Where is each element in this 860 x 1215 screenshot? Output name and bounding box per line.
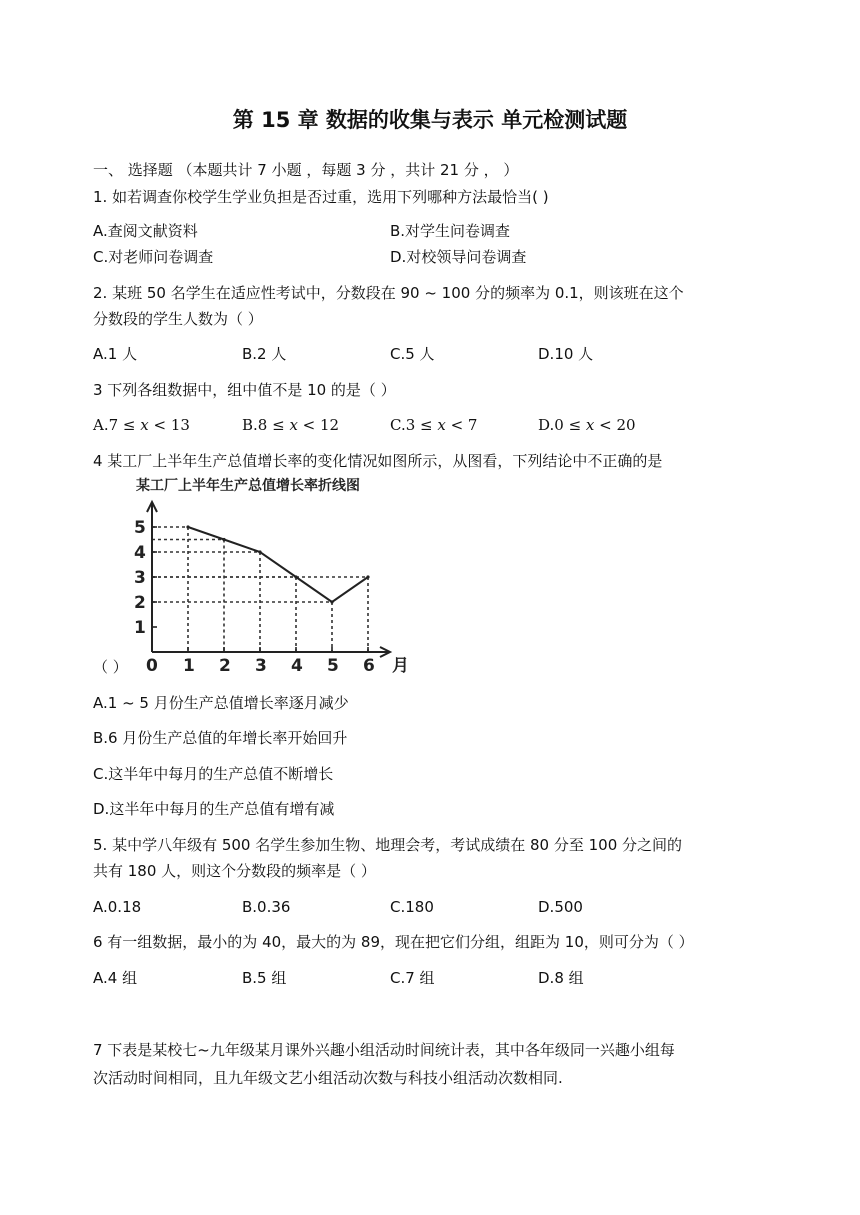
question-7-stem-line-1: 7 下表是某校七~九年级某月课外兴趣小组活动时间统计表，其中各年级同一兴趣小组每 xyxy=(93,1041,675,1059)
q4-option-c: C.这半年中每月的生产总值不断增长 xyxy=(93,765,334,783)
q4-option-b: B.6 月份生产总值的年增长率开始回升 xyxy=(93,729,348,747)
q2-option-b: B.2 人 xyxy=(242,345,287,363)
question-2-stem-line-1: 2. 某班 50 名学生在适应性考试中，分数段在 90 ~ 100 分的频率为 0.1，则该班在这个 xyxy=(93,284,684,302)
q6-option-d: D.8 组 xyxy=(538,969,584,987)
data-point xyxy=(294,575,297,578)
y-tick-label: 5 xyxy=(134,518,146,538)
q1-option-c: C.对老师问卷调查 xyxy=(93,248,214,266)
question-7-stem-line-2: 次活动时间相同，且九年级文艺小组活动次数与科技小组活动次数相同. xyxy=(93,1069,563,1087)
q3-option-a: A.7 ≤ 𝑥 < 13 xyxy=(93,416,190,434)
y-tick-label: 1 xyxy=(134,618,146,638)
section-heading: 一、 选择题 （本题共计 7 小题 ，每题 3 分 ，共计 21 分 ， ） xyxy=(93,161,519,179)
q6-option-b: B.5 组 xyxy=(242,969,287,987)
x-axis-label: 月 xyxy=(392,656,409,676)
x-tick-label: 3 xyxy=(255,656,267,676)
data-point xyxy=(258,550,261,553)
q4-option-d: D.这半年中每月的生产总值有增有减 xyxy=(93,800,335,818)
chart-title: 某工厂上半年生产总值增长率折线图 xyxy=(136,478,360,494)
question-3-stem: 3 下列各组数据中，组中值不是 10 的是（ ） xyxy=(93,381,396,399)
question-4-paren: （ ） xyxy=(93,658,128,676)
q3-option-b: B.8 ≤ 𝑥 < 12 xyxy=(242,416,340,434)
data-point xyxy=(330,600,333,603)
q5-option-d: D.500 xyxy=(538,898,583,916)
x-tick-label: 0 xyxy=(146,656,158,676)
chart-axes xyxy=(147,502,390,657)
question-6-stem: 6 有一组数据，最小的为 40，最大的为 89，现在把它们分组，组距为 10，则可分为（ ） xyxy=(93,933,694,951)
grid-lines xyxy=(152,527,368,652)
q3-option-c: C.3 ≤ 𝑥 < 7 xyxy=(390,416,478,434)
data-point xyxy=(186,525,189,528)
chart-series xyxy=(186,525,369,603)
q5-option-a: A.0.18 xyxy=(93,898,142,916)
series-line xyxy=(188,527,368,602)
line-chart xyxy=(130,472,420,677)
x-tick-label: 6 xyxy=(363,656,375,676)
question-4-stem: 4 某工厂上半年生产总值增长率的变化情况如图所示，从图看，下列结论中不正确的是 xyxy=(93,452,663,470)
q2-option-d: D.10 人 xyxy=(538,345,594,363)
q4-option-a: A.1 ~ 5 月份生产总值增长率逐月减少 xyxy=(93,694,349,712)
q1-option-b: B.对学生问卷调查 xyxy=(390,222,511,240)
x-tick-label: 4 xyxy=(291,656,303,676)
page-title: 第 15 章 数据的收集与表示 单元检测试题 xyxy=(232,108,628,132)
x-tick-label: 5 xyxy=(327,656,339,676)
question-2-stem-line-2: 分数段的学生人数为（ ） xyxy=(93,310,263,328)
q2-option-a: A.1 人 xyxy=(93,345,138,363)
x-tick-label: 1 xyxy=(183,656,195,676)
question-5-stem-line-2: 共有 180 人，则这个分数段的频率是（ ） xyxy=(93,862,376,880)
q6-option-c: C.7 组 xyxy=(390,969,435,987)
y-tick-label: 2 xyxy=(134,593,146,613)
q5-option-c: C.180 xyxy=(390,898,434,916)
y-tick-label: 3 xyxy=(134,568,146,588)
data-point xyxy=(366,575,369,578)
y-tick-label: 4 xyxy=(134,543,146,563)
question-1-stem: 1. 如若调查你校学生学业负担是否过重，选用下列哪种方法最恰当( ) xyxy=(93,188,549,206)
x-tick-label: 2 xyxy=(219,656,231,676)
q3-option-d: D.0 ≤ 𝑥 < 20 xyxy=(538,416,636,434)
q6-option-a: A.4 组 xyxy=(93,969,138,987)
q1-option-a: A.查阅文献资料 xyxy=(93,222,198,240)
data-point xyxy=(222,538,225,541)
q2-option-c: C.5 人 xyxy=(390,345,435,363)
q5-option-b: B.0.36 xyxy=(242,898,291,916)
question-5-stem-line-1: 5. 某中学八年级有 500 名学生参加生物、地理会考，考试成绩在 80 分至 100 分之间的 xyxy=(93,836,683,854)
q1-option-d: D.对校领导问卷调查 xyxy=(390,248,527,266)
